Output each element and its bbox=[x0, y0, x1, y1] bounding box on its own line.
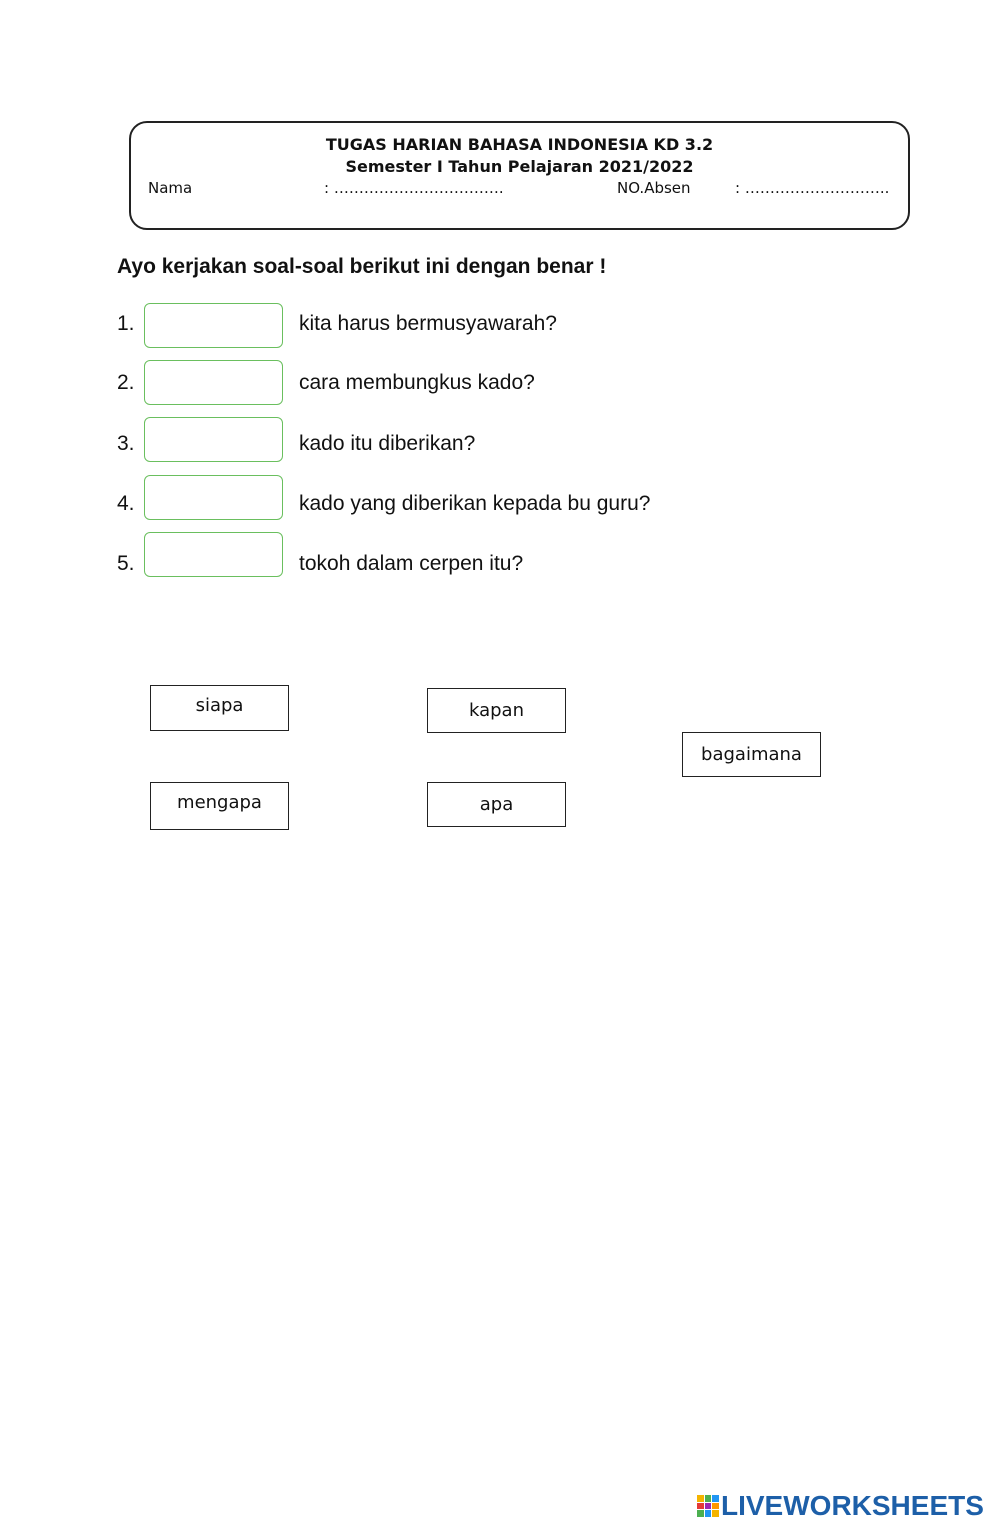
question-text: tokoh dalam cerpen itu? bbox=[299, 552, 524, 575]
question-text: kado yang diberikan kepada bu guru? bbox=[299, 492, 651, 515]
word-card-siapa[interactable]: siapa bbox=[150, 685, 289, 731]
question-number: 3. bbox=[117, 432, 135, 455]
word-card-bagaimana[interactable]: bagaimana bbox=[682, 732, 821, 777]
question-number: 4. bbox=[117, 492, 135, 515]
question-number: 1. bbox=[117, 312, 135, 335]
liveworksheets-logo-icon bbox=[697, 1495, 719, 1517]
absen-blank: : ……………………….. bbox=[735, 179, 890, 197]
answer-drop-box-2[interactable] bbox=[144, 360, 283, 405]
liveworksheets-logo-text: LIVEWORKSHEETS bbox=[721, 1490, 984, 1521]
worksheet-header bbox=[129, 121, 910, 230]
worksheet-subtitle: Semester I Tahun Pelajaran 2021/2022 bbox=[345, 157, 694, 176]
worksheet-title: TUGAS HARIAN BAHASA INDONESIA KD 3.2 bbox=[325, 135, 714, 154]
answer-drop-box-5[interactable] bbox=[144, 532, 283, 577]
liveworksheets-logo bbox=[697, 1492, 984, 1520]
name-blank: : ……………………………. bbox=[324, 179, 504, 197]
question-text: cara membungkus kado? bbox=[299, 371, 535, 394]
absen-label: NO.Absen bbox=[617, 179, 691, 197]
answer-drop-box-3[interactable] bbox=[144, 417, 283, 462]
question-text: kita harus bermusyawarah? bbox=[299, 312, 557, 335]
question-number: 5. bbox=[117, 552, 135, 575]
question-number: 2. bbox=[117, 371, 135, 394]
word-card-mengapa[interactable]: mengapa bbox=[150, 782, 289, 830]
word-card-apa[interactable]: apa bbox=[427, 782, 566, 827]
answer-drop-box-4[interactable] bbox=[144, 475, 283, 520]
instruction-text: Ayo kerjakan soal-soal berikut ini dengan benar ! bbox=[117, 255, 607, 278]
answer-drop-box-1[interactable] bbox=[144, 303, 283, 348]
name-label: Nama bbox=[148, 179, 193, 197]
question-text: kado itu diberikan? bbox=[299, 432, 476, 455]
word-card-kapan[interactable]: kapan bbox=[427, 688, 566, 733]
